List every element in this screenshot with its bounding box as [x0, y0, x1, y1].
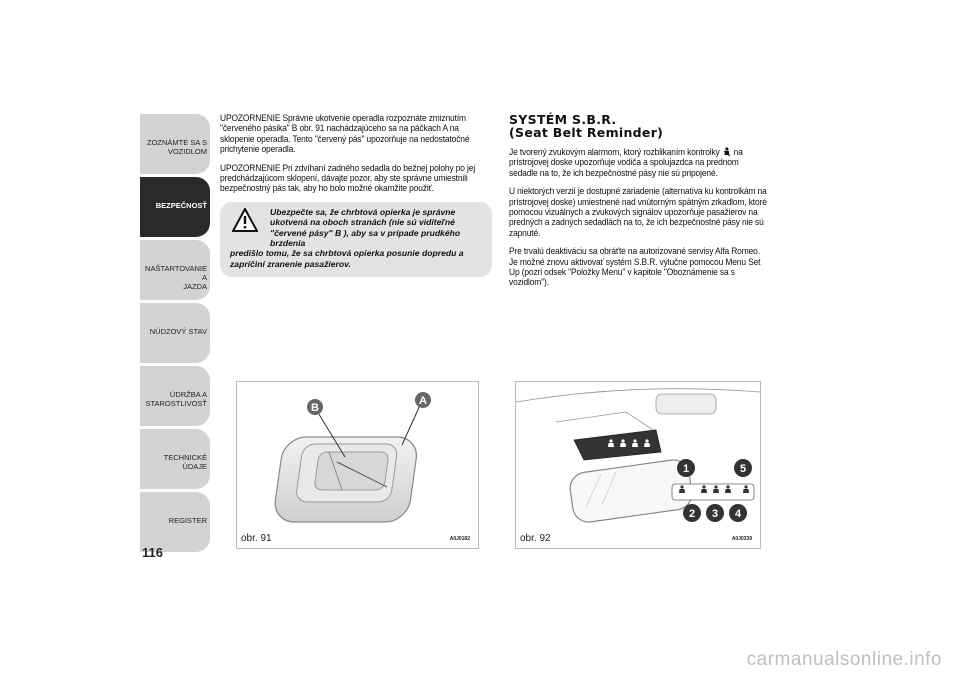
figure-92-code: A0J0339 [731, 536, 752, 542]
tab-starting-driving[interactable]: NAŠTARTOVANIE A JAZDA [140, 240, 210, 300]
tab-safety[interactable]: BEZPEČNOSŤ [140, 177, 210, 237]
figure-92 [515, 381, 761, 549]
warning-triangle-icon [232, 208, 258, 232]
seat-lever-illustration [237, 382, 478, 532]
section-title-line-2: (Seat Belt Reminder) [509, 125, 664, 140]
callout-1: 1 [682, 463, 690, 475]
callout-a: A [419, 395, 427, 407]
left-paragraph-1: UPOZORNENIE Správne ukotvenie operadla rozpoznáte zmiznutím "červeného pásika" B obr. 91 nachádzajúceho sa na páčkach A na sklopenie operadla. Tento "červený pás" upozorňuje na nedostatočné prichytenie operadla. [220, 113, 470, 155]
callout-3: 3 [711, 508, 719, 520]
right-paragraph-1a: Je tvorený zvukovým alarmom, ktorý rozblikaním kontrolky [509, 147, 720, 157]
right-paragraph-1 [509, 147, 768, 178]
page-number: 116 [142, 545, 163, 560]
figure-91 [236, 381, 479, 549]
callout-5: 5 [739, 463, 747, 475]
left-column [220, 113, 492, 277]
callout-4: 4 [734, 508, 742, 520]
watermark: carmanualsonline.info [746, 649, 942, 670]
figure-92-caption: obr. 92 [520, 533, 551, 544]
tab-index[interactable]: REGISTER [140, 492, 210, 552]
right-paragraph-3: Pre trvalú deaktiváciu sa obráťte na autorizované servisy Alfa Romeo. Je možné znovu aktivovať systém S.B.R. výlučne pomocou Menu Set Up (pozri odsek "Položky Menu" v kapitole "Oboznámenie sa s vozidlom"). [509, 246, 761, 288]
tab-emergency[interactable]: NÚDZOVÝ STAV [140, 303, 210, 363]
seatbelt-reminder-illustration [516, 382, 760, 532]
right-paragraph-2: U niektorých verzií je dostupné zariadenie (alternatíva ku kontrolkám na prístrojovej doske) umiestnené nad vnútorným spätným zrkadlom, ktoré pomocou vizuálnych a zvukových signálov upozorňuje pasažierov na predných a zadných sedadlách na to, že ich bezpečnostné pásy nie sú zapnuté. [509, 186, 767, 238]
section-title [509, 113, 779, 139]
figure-91-caption: obr. 91 [241, 533, 272, 544]
seatbelt-icon [722, 147, 732, 157]
callout-2: 2 [688, 508, 696, 520]
tab-technical-data[interactable]: TECHNICKÉ ÚDAJE [140, 429, 210, 489]
warning-text-1: Ubezpečte sa, že chrbtová opierka je správne ukotvená na oboch stranách (nie sú viditeľné "červené pásy" B ), aby sa v prípade prudkého brzdenia [270, 206, 461, 249]
left-paragraph-2: UPOZORNENIE Pri zdvíhaní zadného sedadla do bežnej polohy po jej predchádzajúcom sklopení, dávajte pozor, aby ste správne umiestnili bezpečnostný pás tak, aby ho bolo možné okamžite použiť. [220, 162, 476, 194]
right-paragraph-1b: na prístrojovej doske upozorňuje vodiča a spolujazdca na prednom sedadle na to, že ich bezpečnostné pásy nie sú pripojené. [509, 147, 743, 178]
tab-maintenance[interactable]: ÚDRŽBA A STAROSTLIVOSŤ [140, 366, 210, 426]
warning-text-2: predišlo tomu, že sa chrbtová opierka posunie dopredu a zapríčiní zranenie pasažierov. [230, 248, 464, 269]
section-title-line-1: SYSTÉM S.B.R. [509, 112, 617, 127]
right-column [509, 113, 779, 296]
figure-91-code: A0J0182 [449, 536, 470, 542]
warning-box [220, 202, 492, 277]
callout-b: B [311, 402, 319, 414]
tab-vehicle-intro[interactable]: ZOZNÁMTE SA S VOZIDLOM [140, 114, 210, 174]
